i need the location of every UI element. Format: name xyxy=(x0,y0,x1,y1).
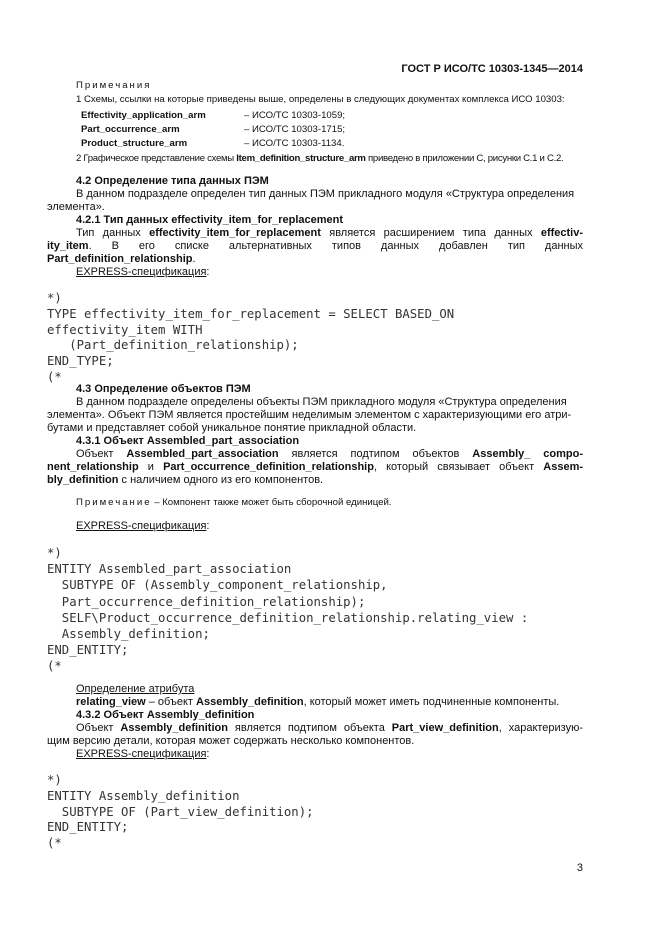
section-4-3-1-heading: 4.3.1 Объект Assembled_part_association xyxy=(76,435,300,447)
s43-paragraph-line: элемента». Объект ПЭМ является простейшим неделимым элементом с характеризующими его атри- xyxy=(47,409,572,421)
express-spec-label: EXPRESS-спецификация: xyxy=(76,748,210,760)
schema-name: Product_structure_arm xyxy=(81,138,188,149)
schema-name: Part_occurrence_arm xyxy=(81,124,180,135)
s43-1-paragraph-line: Объект Assembled_part_association является подтипом объектов Assembly_ compo- xyxy=(76,448,584,460)
s42-1-paragraph-line: ity_item. В его списке альтернативных типов данных добавлен тип данных xyxy=(47,240,583,252)
s42-1-paragraph-line: Part_definition_relationship. xyxy=(47,253,196,265)
express-spec-label: EXPRESS-спецификация: xyxy=(76,266,210,278)
note-1-intro: 1 Схемы, ссылки на которые приведены выше, определены в следующих документах комплекса ИСО 10303: xyxy=(76,94,565,105)
section-4-2-heading: 4.2 Определение типа данных ПЭМ xyxy=(76,175,269,187)
express-code-block: *) TYPE effectivity_item_for_replacement = SELECT BASED_ON effectivity_item WITH (Part_definition_relationship); END_TYPE; (* xyxy=(47,291,455,384)
section-4-3-2-heading: 4.3.2 Объект Assembly_definition xyxy=(76,709,255,721)
s43-1-paragraph-line: bly_definition с наличием одного из его компонентов. xyxy=(47,474,324,486)
s43-2-paragraph-line: щим версию детали, которая может содержать несколько компонентов. xyxy=(47,735,415,747)
s42-paragraph-line: элемента». xyxy=(47,201,105,213)
s42-paragraph-line: В данном подразделе определен тип данных ПЭМ прикладного модуля «Структура определения xyxy=(76,188,575,200)
page-number: 3 xyxy=(576,862,583,874)
schema-doc: – ИСО/ТС 10303-1059; xyxy=(244,110,346,121)
section-4-2-1-heading: 4.2.1 Тип данных effectivity_item_for_replacement xyxy=(76,214,344,226)
schema-doc: – ИСО/ТС 10303-1134. xyxy=(244,138,345,149)
document-header: ГОСТ Р ИСО/ТС 10303-1345—2014 xyxy=(401,63,583,75)
notes-heading: Примечания xyxy=(76,80,152,91)
s43-1-paragraph-line: nent_relationship и Part_occurrence_definition_relationship, который связывает объект Assem- xyxy=(47,461,584,473)
schema-doc: – ИСО/ТС 10303-1715; xyxy=(244,124,346,135)
express-code-block: *) ENTITY Assembled_part_association SUBTYPE OF (Assembly_component_relationship, Part_occurrence_definition_relationship); SELF\Product_occurrence_definition_relationship.relating_view : Assembly_definition; END_ENTITY; (* xyxy=(47,546,529,674)
attribute-definition-label: Определение атрибута xyxy=(76,683,195,695)
section-4-3-heading: 4.3 Определение объектов ПЭМ xyxy=(76,383,251,395)
note-remark: Примечание – Компонент также может быть сборочной единицей. xyxy=(76,497,392,508)
schema-name: Effectivity_application_arm xyxy=(81,110,206,121)
s43-paragraph-line: бутами и представляет собой уникальное понятие прикладной области. xyxy=(47,422,417,434)
s43-paragraph-line: В данном подразделе определены объекты ПЭМ прикладного модуля «Структура определения xyxy=(76,396,567,408)
s42-1-paragraph-line: Тип данных effectivity_item_for_replacement является расширением типа данных effectiv- xyxy=(76,227,584,239)
s43-2-paragraph-line: Объект Assembly_definition является подтипом объекта Part_view_definition, характеризую- xyxy=(76,722,584,734)
note-2: 2 Графическое представление схемы Item_definition_structure_arm приведено в приложении С, рисунки С.1 и С.2. xyxy=(76,153,564,164)
express-code-block: *) ENTITY Assembly_definition SUBTYPE OF (Part_view_definition); END_ENTITY; (* xyxy=(47,773,314,851)
attribute-definition-text: relating_view – объект Assembly_definition, который может иметь подчиненные компоненты. xyxy=(76,696,560,708)
express-spec-label: EXPRESS-спецификация: xyxy=(76,520,210,532)
